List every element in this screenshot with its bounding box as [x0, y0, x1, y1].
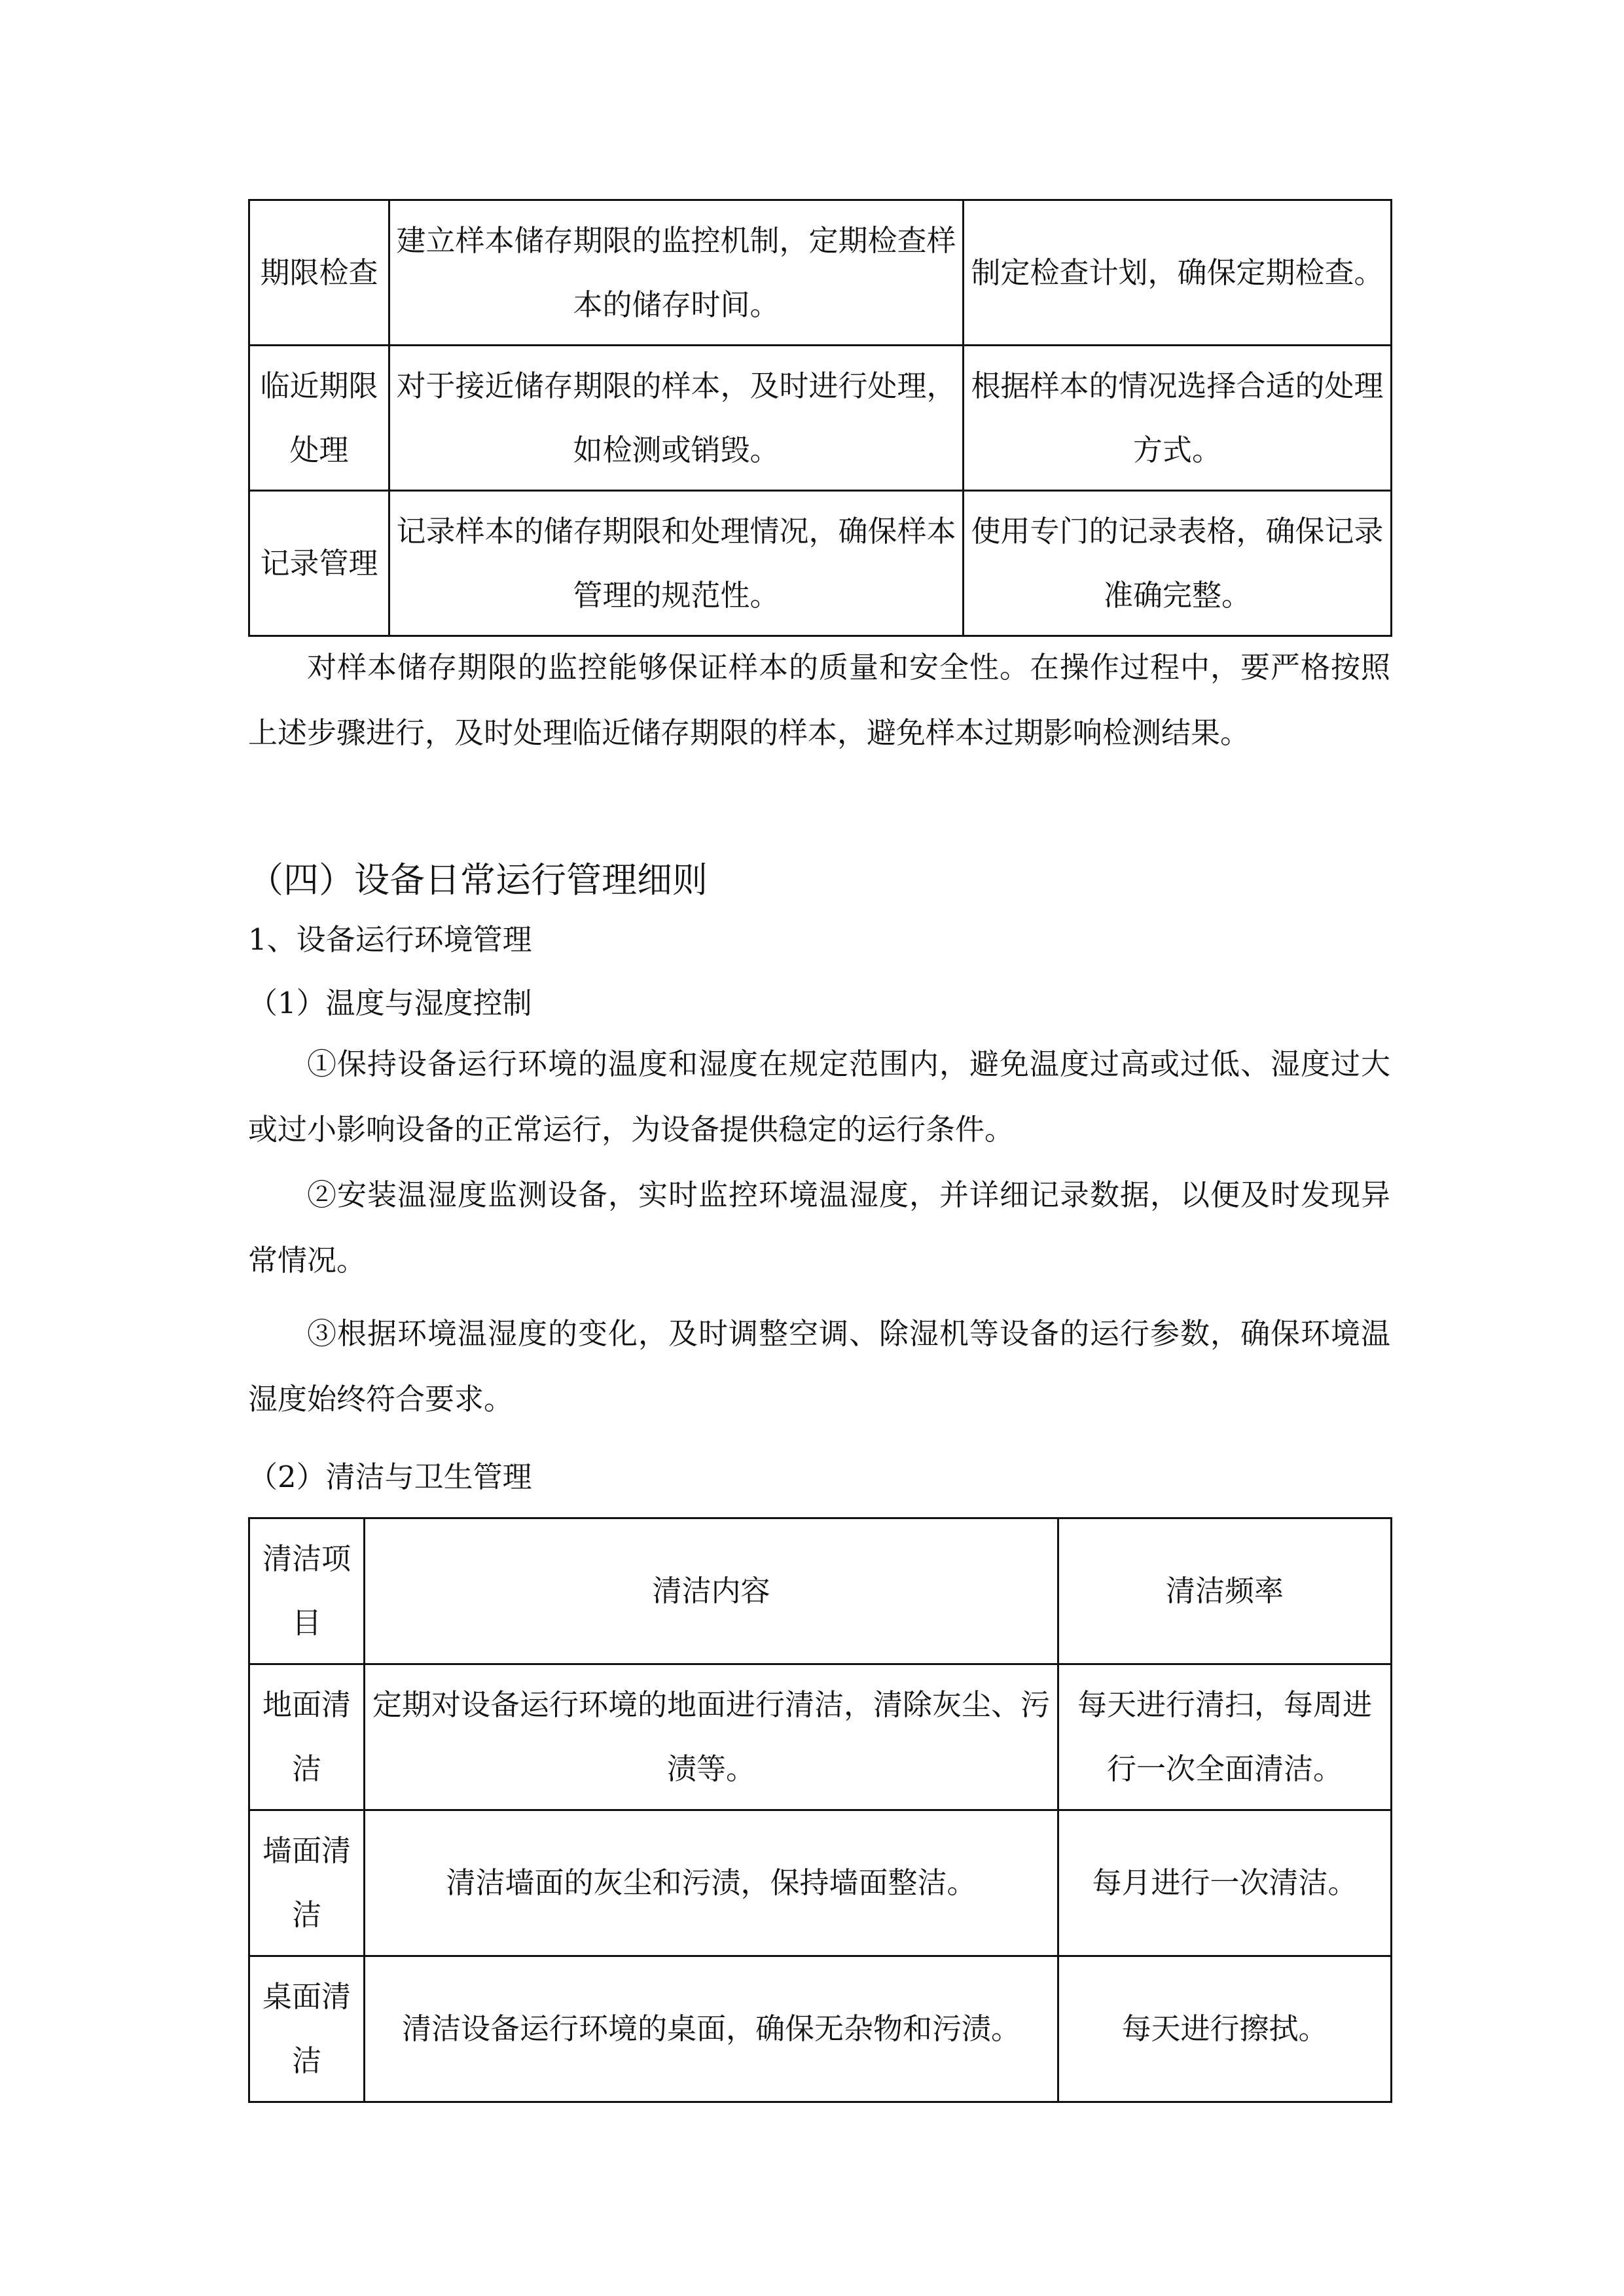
- table-cell-content: 记录样本的储存期限和处理情况，确保样本管理的规范性。: [389, 491, 964, 636]
- table-cell-item: 墙面清洁: [249, 1810, 365, 1956]
- table-row: [249, 346, 1392, 491]
- table-cell-item: 记录管理: [249, 491, 389, 636]
- table-row: [249, 1664, 1392, 1810]
- table-cell-frequency: 每天进行擦拭。: [1058, 1956, 1392, 2102]
- point-2: ②安装温湿度监测设备，实时监控环境温湿度，并详细记录数据，以便及时发现异常情况。: [248, 1177, 1390, 1278]
- table-cell-note: 使用专门的记录表格，确保记录准确完整。: [964, 491, 1392, 636]
- section-heading: （四）设备日常运行管理细则: [248, 859, 708, 901]
- table-cell-note: 根据样本的情况选择合适的处理方式。: [964, 346, 1392, 491]
- point-1: ①保持设备运行环境的温度和湿度在规定范围内，避免温度过高或过低、湿度过大或过小影响设备的正常运行，为设备提供稳定的运行条件。: [248, 1047, 1390, 1147]
- header-content: 清洁内容: [365, 1518, 1058, 1664]
- table-header-row: [249, 1518, 1392, 1664]
- subsection-heading: 1、设备运行环境管理: [248, 922, 532, 957]
- table-row: [249, 1810, 1392, 1956]
- header-frequency: 清洁频率: [1058, 1518, 1392, 1664]
- table-cell-item: 临近期限处理: [249, 346, 389, 491]
- item-heading-temperature: （1）温度与湿度控制: [248, 986, 532, 1020]
- table-cell-content: 清洁墙面的灰尘和污渍，保持墙面整洁。: [365, 1810, 1058, 1956]
- table-cell-frequency: 每月进行一次清洁。: [1058, 1810, 1392, 1956]
- table-cell-frequency: 每天进行清扫，每周进行一次全面清洁。: [1058, 1664, 1392, 1810]
- header-item: 清洁项目: [249, 1518, 365, 1664]
- table-cell-content: 建立样本储存期限的监控机制，定期检查样本的储存时间。: [389, 200, 964, 346]
- table-cell-item: 地面清洁: [249, 1664, 365, 1810]
- table-cell-note: 制定检查计划，确保定期检查。: [964, 200, 1392, 346]
- table-row: [249, 1956, 1392, 2102]
- summary-paragraph: 对样本储存期限的监控能够保证样本的质量和安全性。在操作过程中，要严格按照上述步骤进行，及时处理临近储存期限的样本，避免样本过期影响检测结果。: [248, 650, 1390, 750]
- item-heading-cleaning: （2）清洁与卫生管理: [248, 1460, 532, 1494]
- table-cell-content: 对于接近储存期限的样本，及时进行处理，如检测或销毁。: [389, 346, 964, 491]
- cleaning-table: [248, 1517, 1392, 2103]
- sample-storage-table: [248, 199, 1392, 637]
- table-row: [249, 200, 1392, 346]
- table-cell-content: 定期对设备运行环境的地面进行清洁，清除灰尘、污渍等。: [365, 1664, 1058, 1810]
- table-row: [249, 491, 1392, 636]
- table-cell-item: 期限检查: [249, 200, 389, 346]
- table-cell-content: 清洁设备运行环境的桌面，确保无杂物和污渍。: [365, 1956, 1058, 2102]
- table-cell-item: 桌面清洁: [249, 1956, 365, 2102]
- point-3: ③根据环境温湿度的变化，及时调整空调、除湿机等设备的运行参数，确保环境温湿度始终符合要求。: [248, 1316, 1390, 1416]
